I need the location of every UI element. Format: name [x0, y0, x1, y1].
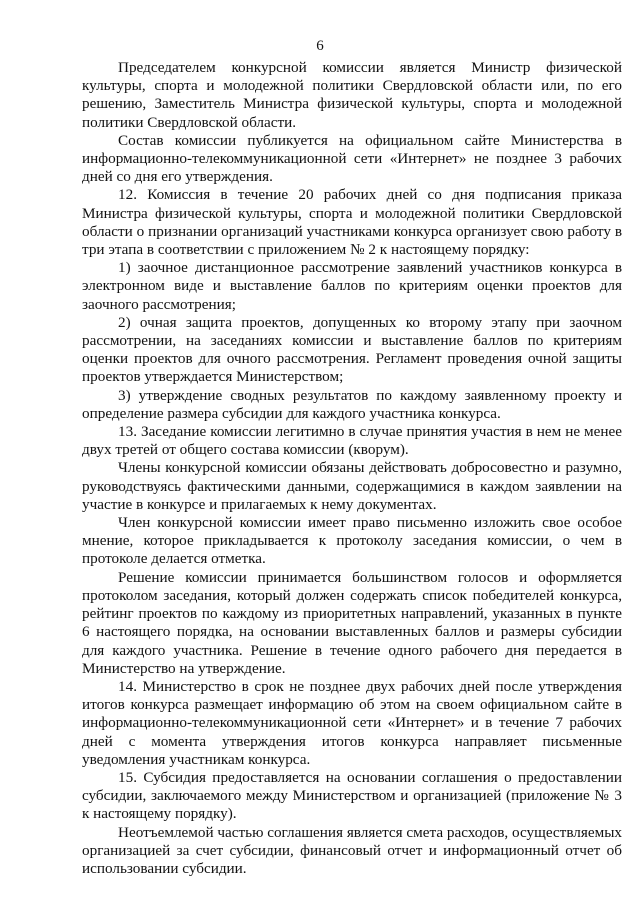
paragraph-clause-13: 13. Заседание комиссии легитимно в случае принятия участия в нем не менее двух третей от общего состава комиссии (кворум).	[82, 423, 622, 459]
document-body	[82, 59, 622, 878]
paragraph-clause-12: 12. Комиссия в течение 20 рабочих дней со дня подписания приказа Министра физической культуры, спорта и молодежной политики Свердловской области о признании организаций участниками конкурса организует свою работу в три этапа в соответствии с приложением № 2 к настоящему порядку:	[82, 186, 622, 259]
paragraph-members-duties: Члены конкурсной комиссии обязаны действовать добросовестно и разумно, руководствуясь фактическими данными, содержащимися в каждом заявлении на участие в конкурсе и прилагаемых к нему документах.	[82, 459, 622, 513]
paragraph-commission-publication: Состав комиссии публикуется на официальном сайте Министерства в информационно-телекоммуникационной сети «Интернет» не позднее 3 рабочих дней со дня его утверждения.	[82, 131, 622, 186]
paragraph-chairman: Председателем конкурсной комиссии является Министр физической культуры, спорта и молодежной политики Свердловской области или, по его решению, Заместитель Министра физической культуры, спорта и молодежной политики Свердловской области.	[82, 59, 622, 131]
paragraph-stage-1: 1) заочное дистанционное рассмотрение заявлений участников конкурса в электронном виде и выставление баллов по критериям оценки проектов для заочного рассмотрения;	[82, 259, 622, 313]
paragraph-special-opinion: Член конкурсной комиссии имеет право письменно изложить свое особое мнение, которое прикладывается к протоколу заседания комиссии, о чем в протоколе делается отметка.	[82, 514, 622, 568]
paragraph-stage-2: 2) очная защита проектов, допущенных ко второму этапу при заочном рассмотрении, на заседаниях комиссии и выставление баллов по критериям оценки проектов для очного рассмотрения. Регламент проведения очной защиты проектов утверждается Министерством;	[82, 313, 622, 386]
paragraph-agreement-parts: Неотъемлемой частью соглашения является смета расходов, осуществляемых организацией за счет субсидии, финансовый отчет и информационный отчет об использовании субсидии.	[82, 823, 622, 877]
paragraph-stage-3: 3) утверждение сводных результатов по каждому заявленному проекту и определение размера субсидии для каждого участника конкурса.	[82, 386, 622, 422]
paragraph-clause-15: 15. Субсидия предоставляется на основании соглашения о предоставлении субсидии, заключаемого между Министерством и организацией (приложение № 3 к настоящему порядку).	[82, 768, 622, 823]
paragraph-clause-14: 14. Министерство в срок не позднее двух рабочих дней после утверждения итогов конкурса размещает информацию об этом на своем официальном сайте в информационно-телекоммуникационной сети «Интернет» и в течение 7 рабочих дней с момента утверждения итогов конкурса направляет письменные уведомления участникам конкурса.	[82, 677, 622, 768]
paragraph-decision: Решение комиссии принимается большинством голосов и оформляется протоколом заседания, который должен содержать список победителей конкурса, рейтинг проектов по каждому из приоритетных направлений, указанных в пункте 6 настоящего порядка, на основании выставленных баллов и размеры субсидии для каждого участника. Решение в течение одного рабочего дня передается в Министерство на утверждение.	[82, 568, 622, 677]
page-number: 6	[316, 38, 324, 54]
